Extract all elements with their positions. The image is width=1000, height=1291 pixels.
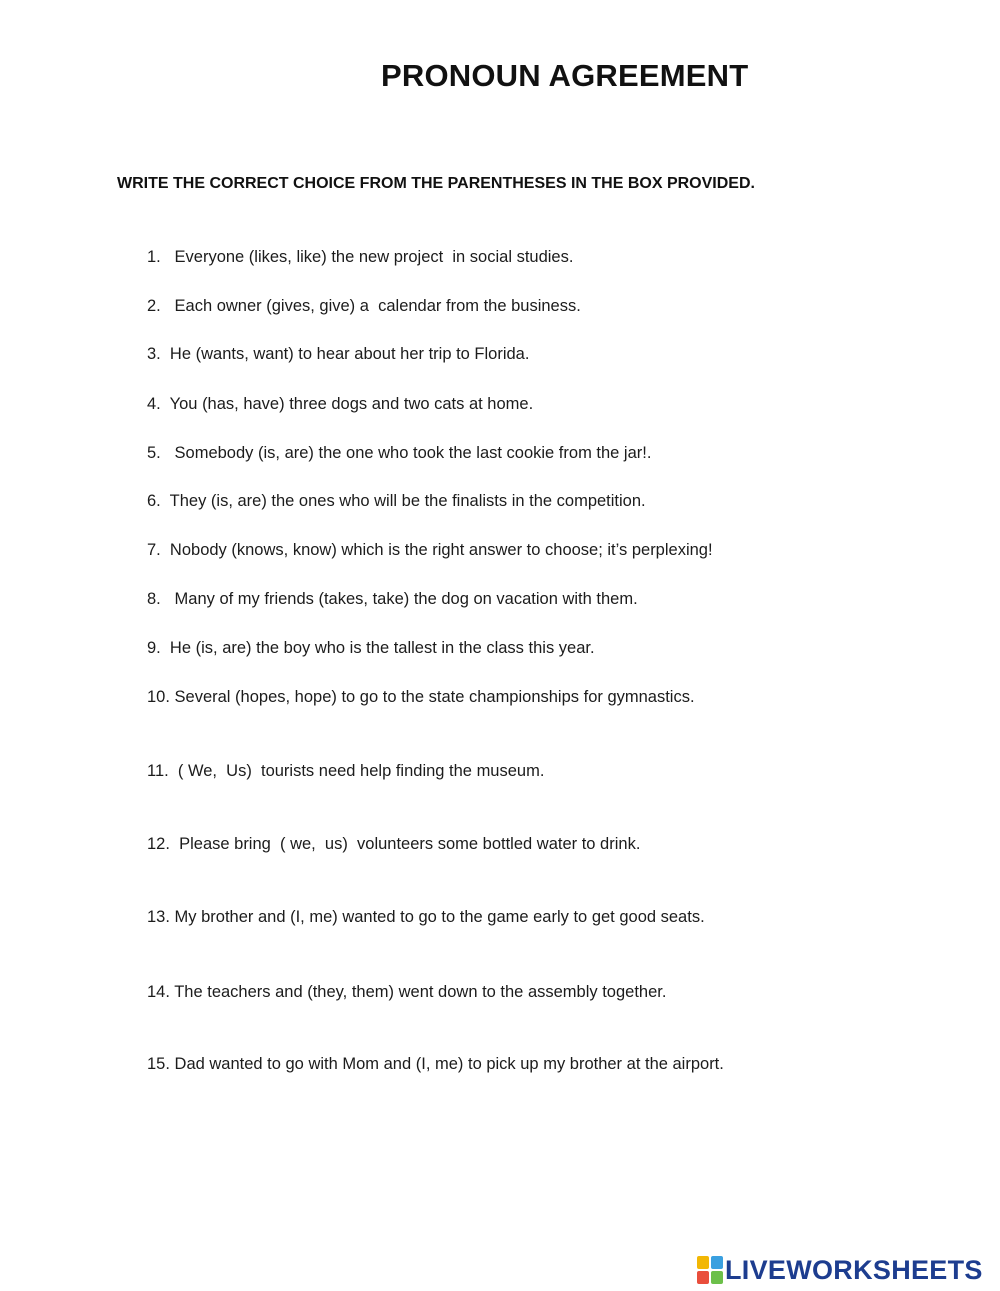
list-item bbox=[147, 492, 646, 511]
item-number: 13. bbox=[147, 908, 170, 926]
instructions: WRITE THE CORRECT CHOICE FROM THE PARENTHESES IN THE BOX PROVIDED. bbox=[117, 175, 755, 192]
logo-square bbox=[711, 1256, 723, 1269]
liveworksheets-logo bbox=[697, 1254, 983, 1286]
list-item bbox=[147, 908, 705, 927]
item-number: 2. bbox=[147, 297, 161, 315]
item-number: 4. bbox=[147, 395, 161, 413]
liveworksheets-logo-icon bbox=[697, 1256, 723, 1284]
item-number: 12. bbox=[147, 835, 170, 853]
item-text: He (is, are) the boy who is the tallest in the class this year. bbox=[160, 639, 595, 657]
item-number: 5. bbox=[147, 444, 161, 462]
page-title: PRONOUN AGREEMENT bbox=[381, 58, 749, 93]
item-text: The teachers and (they, them) went down to the assembly together. bbox=[169, 983, 667, 1001]
item-text: ( We, Us) tourists need help finding the museum. bbox=[168, 762, 545, 780]
item-text: They (is, are) the ones who will be the finalists in the competition. bbox=[160, 492, 646, 510]
item-number: 14. bbox=[147, 983, 170, 1001]
item-text: Several (hopes, hope) to go to the state championships for gymnastics. bbox=[169, 688, 695, 706]
list-item bbox=[147, 248, 573, 267]
logo-square bbox=[711, 1271, 723, 1284]
list-item bbox=[147, 639, 595, 658]
item-number: 15. bbox=[147, 1055, 170, 1073]
item-text: Many of my friends (takes, take) the dog on vacation with them. bbox=[160, 590, 638, 608]
list-item bbox=[147, 395, 533, 414]
item-text: Somebody (is, are) the one who took the last cookie from the jar!. bbox=[160, 444, 652, 462]
list-item bbox=[147, 983, 666, 1002]
item-text: He (wants, want) to hear about her trip to Florida. bbox=[160, 345, 530, 363]
list-item bbox=[147, 345, 529, 364]
item-text: Dad wanted to go with Mom and (I, me) to pick up my brother at the airport. bbox=[169, 1055, 724, 1073]
item-number: 1. bbox=[147, 248, 161, 266]
item-text: Each owner (gives, give) a calendar from the business. bbox=[160, 297, 581, 315]
item-number: 10. bbox=[147, 688, 170, 706]
list-item bbox=[147, 688, 695, 707]
item-number: 6. bbox=[147, 492, 161, 510]
logo-text: LIVEWORKSHEETS bbox=[725, 1254, 983, 1285]
list-item bbox=[147, 297, 581, 316]
item-number: 8. bbox=[147, 590, 161, 608]
list-item bbox=[147, 1055, 724, 1074]
item-text: Please bring ( we, us) volunteers some bottled water to drink. bbox=[169, 835, 641, 853]
item-number: 7. bbox=[147, 541, 161, 559]
item-text: My brother and (I, me) wanted to go to the game early to get good seats. bbox=[169, 908, 705, 926]
item-number: 9. bbox=[147, 639, 161, 657]
item-number: 3. bbox=[147, 345, 161, 363]
list-item bbox=[147, 541, 713, 560]
item-text: Nobody (knows, know) which is the right answer to choose; it’s perplexing! bbox=[160, 541, 713, 559]
list-item bbox=[147, 762, 544, 781]
logo-square bbox=[697, 1271, 709, 1284]
list-item bbox=[147, 590, 638, 609]
item-text: You (has, have) three dogs and two cats at home. bbox=[160, 395, 534, 413]
item-number: 11. bbox=[147, 762, 169, 780]
list-item bbox=[147, 835, 640, 854]
list-item bbox=[147, 444, 651, 463]
logo-square bbox=[697, 1256, 709, 1269]
item-text: Everyone (likes, like) the new project in social studies. bbox=[160, 248, 574, 266]
